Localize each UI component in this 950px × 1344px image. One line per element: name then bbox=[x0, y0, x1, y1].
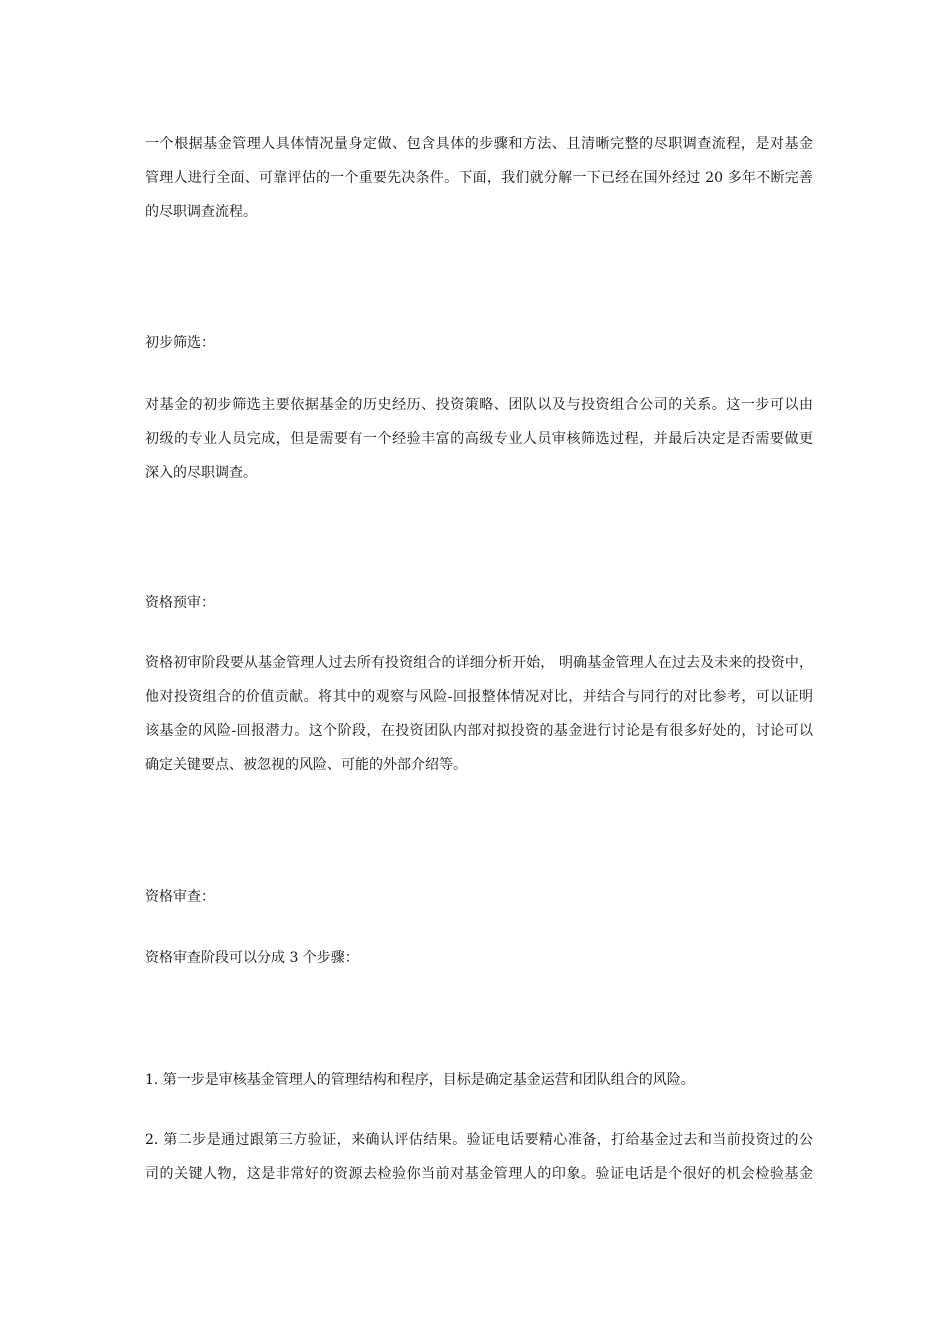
paragraph-line: 资格审查阶段可以分成 3 个步骤： bbox=[145, 950, 359, 966]
list-item-line: 1. 第一步是审核基金管理人的管理结构和程序，目标是确定基金运营和团队组合的风险。 bbox=[145, 1072, 695, 1088]
list-item-line: 2. 第二步是通过跟第三方验证，来确认评估结果。验证电话要精心准备，打给基金过去和当前投资过的公 bbox=[145, 1132, 813, 1148]
section-heading: 初步筛选： bbox=[145, 335, 215, 351]
list-item-step-1 bbox=[145, 1063, 813, 1097]
list-item-step-2 bbox=[145, 1123, 813, 1191]
section-heading-initial-screening bbox=[145, 326, 813, 360]
paragraph-line: 管理人进行全面、可靠评估的一个重要先决条件。下面，我们就分解一下已经在国外经过 20 多年不断完善 bbox=[145, 170, 813, 186]
paragraph-line: 资格初审阶段要从基金管理人过去所有投资组合的详细分析开始， 明确基金管理人在过去及未来的投资中， bbox=[145, 655, 813, 671]
section-heading: 资格审查： bbox=[145, 889, 215, 905]
paragraph-line: 对基金的初步筛选主要依据基金的历史经历、投资策略、团队以及与投资组合公司的关系。这一步可以由 bbox=[145, 397, 813, 413]
intro-paragraph bbox=[145, 127, 813, 229]
paragraph-line: 深入的尽职调查。 bbox=[145, 465, 257, 481]
prequalification-paragraph bbox=[145, 646, 813, 782]
section-heading-prequalification bbox=[145, 586, 813, 620]
list-item-line: 司的关键人物，这是非常好的资源去检验你当前对基金管理人的印象。验证电话是个很好的机会检验基金 bbox=[145, 1166, 813, 1182]
section-heading: 资格预审： bbox=[145, 595, 215, 611]
paragraph-line: 一个根据基金管理人具体情况量身定做、包含具体的步骤和方法、且清晰完整的尽职调查流程，是对基金 bbox=[145, 136, 813, 152]
paragraph-line: 确定关键要点、被忽视的风险、可能的外部介绍等。 bbox=[145, 757, 467, 773]
paragraph-line: 初级的专业人员完成，但是需要有一个经验丰富的高级专业人员审核筛选过程，并最后决定是否需要做更 bbox=[145, 431, 813, 447]
paragraph-line: 该基金的风险-回报潜力。这个阶段，在投资团队内部对拟投资的基金进行讨论是有很多好处的，讨论可以 bbox=[145, 723, 813, 739]
paragraph-line: 他对投资组合的价值贡献。将其中的观察与风险-回报整体情况对比，并结合与同行的对比参考，可以证明 bbox=[145, 689, 813, 705]
section-heading-qualification-review bbox=[145, 880, 813, 914]
qualification-review-intro bbox=[145, 941, 813, 975]
paragraph-line: 的尽职调查流程。 bbox=[145, 204, 257, 220]
initial-screening-paragraph bbox=[145, 388, 813, 490]
